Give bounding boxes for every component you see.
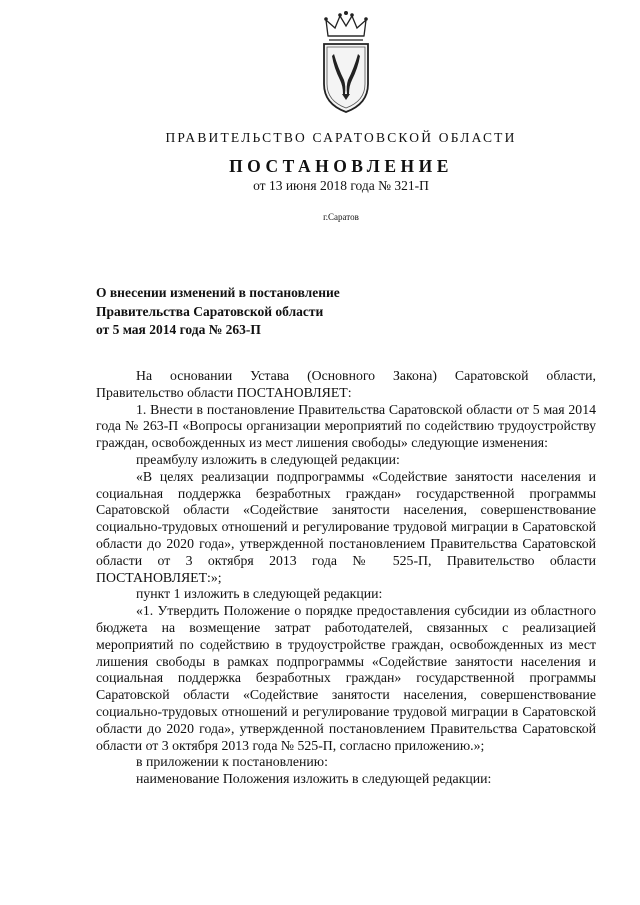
- body-paragraph: пункт 1 изложить в следующей редакции:: [136, 586, 383, 602]
- body-paragraph: преамбулу изложить в следующей редакции:: [136, 451, 400, 467]
- body-paragraph: На основании Устава (Основного Закона) Саратовской области, Правительство области ПОСТАНОВЛЯЕТ:: [96, 368, 596, 400]
- body-paragraph: наименование Положения изложить в следующей редакции:: [136, 771, 492, 787]
- body-paragraph: 1. Внести в постановление Правительства Саратовской области от 5 мая 2014 года № 263-П «Вопросы организации мероприятий по содействию трудоустройству граждан, освобожденных из мест лишения свободы» следующие изменения:: [96, 401, 596, 451]
- document-body: [96, 368, 596, 788]
- document-subject: [96, 284, 340, 340]
- government-title: ПРАВИТЕЛЬСТВО САРАТОВСКОЙ ОБЛАСТИ: [165, 130, 517, 145]
- body-paragraph: «В целях реализации подпрограммы «Содействие занятости населения и социальная поддержка безработных граждан» государственной программы Саратовской области «Содействие занятости населения, совершенствование социально-трудовых отношений и регулирование трудовой миграции в Саратовской области до 2020 года», утвержденной постановлением Правительства Саратовской области от 3 октября 2013 года № 525-П, Правительство области ПОСТАНОВЛЯЕТ:»;: [96, 468, 596, 585]
- body-paragraph: «1. Утвердить Положение о порядке предоставления субсидии из областного бюджета на возмещение затрат работодателей, связанных с реализацией мероприятий по содействию в трудоустройстве граждан, освобожденных из мест лишения свободы в рамках подпрограммы «Содействие занятости населения и социальная поддержка безработных граждан» государственной программы Саратовской области «Содействие занятости населения, совершенствование социально-трудовых отношений и регулирование трудовой миграции в Саратовской области до 2020 года», утвержденной постановлением Правительства Саратовской области от 3 октября 2013 года № 525-П, согласно приложению.»;: [96, 603, 596, 753]
- subject-line: О внесении изменений в постановление: [96, 285, 340, 300]
- saratov-coat-of-arms-icon: [318, 8, 374, 116]
- subject-line: Правительства Саратовской области: [96, 303, 324, 319]
- subject-line: от 5 мая 2014 года № 263-П: [96, 322, 261, 337]
- body-paragraph: в приложении к постановлению:: [136, 754, 328, 770]
- document-city: г.Саратов: [323, 212, 359, 222]
- document-type-title: ПОСТАНОВЛЕНИЕ: [229, 156, 453, 176]
- document-date-number: от 13 июня 2018 года № 321-П: [253, 178, 429, 193]
